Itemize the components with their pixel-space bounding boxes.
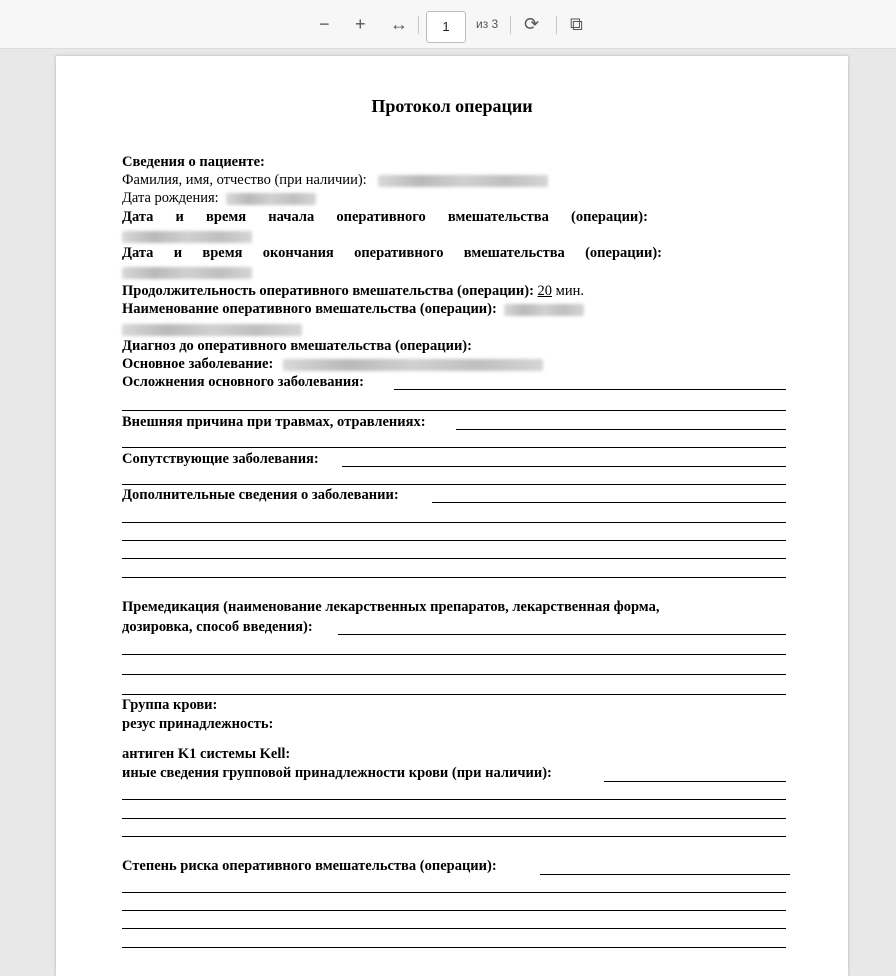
fill-line	[122, 558, 786, 559]
main-disease-label: Основное заболевание:	[122, 356, 274, 372]
main-disease-row	[122, 356, 543, 373]
premedication-label: Премедикация (наименование лекарственных препаратов, лекарственная форма,	[122, 599, 660, 615]
duration-row	[122, 283, 584, 300]
word: Дата	[122, 209, 154, 225]
duration-unit: мин.	[555, 283, 584, 299]
fill-line	[122, 892, 786, 893]
word: начала	[268, 209, 315, 225]
fill-line	[122, 447, 786, 448]
comorbid-label: Сопутствующие заболевания:	[122, 451, 319, 467]
end-datetime-value	[122, 264, 252, 281]
fill-line	[122, 540, 786, 541]
fill-line	[540, 874, 790, 875]
fio-row	[122, 172, 548, 189]
fill-line	[342, 466, 786, 467]
fill-line	[122, 577, 786, 578]
start-datetime-value	[122, 228, 252, 245]
word: окончания	[262, 245, 334, 261]
fio-label: Фамилия, имя, отчество (при наличии):	[122, 172, 367, 188]
fill-line	[122, 947, 786, 948]
fill-line	[122, 694, 786, 695]
zoom-out-button[interactable]: −	[319, 14, 330, 34]
fill-line	[122, 799, 786, 800]
zoom-in-button[interactable]: +	[355, 14, 366, 34]
fill-line	[394, 389, 786, 390]
additional-label: Дополнительные сведения о заболевании:	[122, 487, 399, 503]
redacted-start-datetime	[122, 231, 252, 243]
risk-label: Степень риска оперативного вмешательства (операции):	[122, 858, 497, 874]
operation-name-cont	[122, 321, 302, 338]
toolbar-divider	[556, 16, 557, 34]
redacted-main-disease	[283, 359, 543, 371]
fill-line	[122, 522, 786, 523]
page-title: Протокол операции	[371, 96, 533, 116]
duration-label: Продолжительность оперативного вмешательства (операции):	[122, 283, 534, 299]
toolbar-divider	[418, 16, 419, 34]
word: время	[206, 209, 247, 225]
word: (операции):	[585, 245, 662, 261]
redacted-end-datetime	[122, 267, 252, 279]
blood-group-label: Группа крови:	[122, 697, 218, 713]
pdf-toolbar	[0, 0, 896, 49]
birth-label: Дата рождения:	[122, 190, 219, 206]
end-datetime-label	[122, 245, 662, 262]
page-number-input[interactable]: 1	[426, 11, 466, 43]
redacted-birth-date	[226, 193, 316, 205]
fill-line	[122, 484, 786, 485]
fill-line	[432, 502, 786, 503]
redacted-operation-name	[504, 304, 584, 316]
word: вмешательства	[463, 245, 565, 261]
word: и	[175, 209, 184, 225]
start-datetime-label	[122, 209, 648, 226]
word: Дата	[122, 245, 154, 261]
rotate-icon[interactable]: ⟳	[524, 14, 540, 34]
fill-line	[338, 634, 786, 635]
fill-line	[122, 928, 786, 929]
duration-value: 20	[537, 283, 553, 299]
fit-width-button[interactable]: ↔	[390, 14, 408, 34]
fill-line	[122, 910, 786, 911]
fill-line	[122, 654, 786, 655]
word: вмешательства	[447, 209, 549, 225]
fill-line	[604, 781, 786, 782]
operation-name-row	[122, 301, 584, 318]
word: и	[173, 245, 183, 261]
toolbar-divider	[510, 16, 511, 34]
document-page	[56, 56, 848, 976]
patient-header: Сведения о пациенте:	[122, 154, 265, 170]
view-mode-icon[interactable]: ⧉	[570, 14, 583, 34]
birth-row	[122, 190, 316, 207]
fill-line	[122, 818, 786, 819]
diagnosis-label: Диагноз до оперативного вмешательства (операции):	[122, 338, 472, 354]
page-total-label: из 3	[476, 17, 499, 31]
complications-label: Осложнения основного заболевания:	[122, 374, 364, 390]
premedication-label-2: дозировка, способ введения):	[122, 619, 313, 635]
kell-label: антиген K1 системы Kell:	[122, 746, 291, 762]
word: оперативного	[336, 209, 426, 225]
redacted-fio	[378, 175, 548, 187]
fill-line	[456, 429, 786, 430]
rh-label: резус принадлежность:	[122, 716, 274, 732]
fill-line	[122, 836, 786, 837]
word: (операции):	[571, 209, 648, 225]
fill-line	[122, 410, 786, 411]
other-blood-label: иные сведения групповой принадлежности крови (при наличии):	[122, 765, 552, 781]
word: оперативного	[354, 245, 444, 261]
external-cause-label: Внешняя причина при травмах, отравлениях:	[122, 414, 426, 430]
fill-line	[122, 674, 786, 675]
operation-name-label: Наименование оперативного вмешательства (операции):	[122, 301, 497, 317]
redacted-operation-name-2	[122, 324, 302, 336]
word: время	[202, 245, 243, 261]
